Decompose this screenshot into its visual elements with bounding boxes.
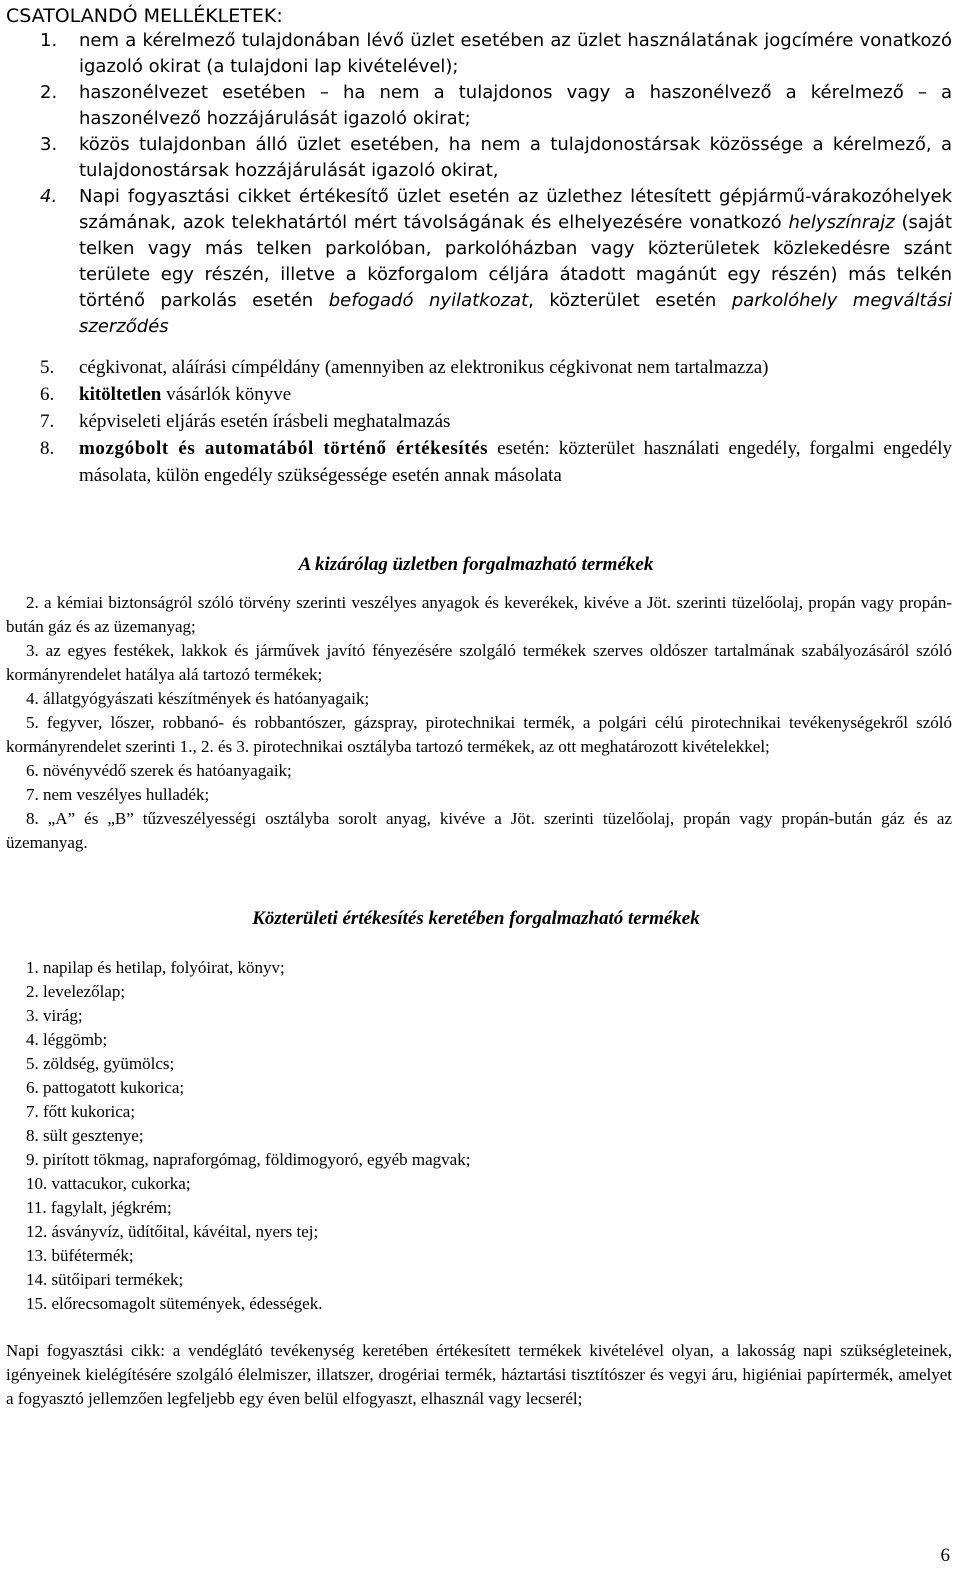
item-number: 4. — [40, 186, 58, 207]
list-item: 4. állatgyógyászati készítmények és hatóanyagaik; — [26, 689, 370, 708]
list-item: 7. főtt kukorica; — [26, 1102, 136, 1121]
page-number: 6 — [940, 1545, 950, 1566]
list-item: 3. virág; — [26, 1006, 83, 1025]
item-text — [79, 184, 952, 340]
list-item — [6, 435, 952, 489]
italic-run: parkolóhely megváltási szerződés — [79, 290, 952, 337]
item-text: nem a kérelmező tulajdonában lévő üzlet esetében az üzlet használatának jogcímére vonatkozó igazoló okirat (a tulajdoni lap kivételével); — [79, 30, 952, 77]
list-item — [6, 184, 952, 340]
list-item: 4. léggömb; — [26, 1030, 108, 1049]
item-text: haszonélvezet esetében – ha nem a tulajdonos vagy a haszonélvező a kérelmező – a haszonélvező hozzájárulását igazoló okirat; — [79, 82, 952, 129]
item-text — [79, 435, 952, 489]
attachments-title: CSATOLANDÓ MELLÉKLETEK: — [6, 5, 283, 27]
item-number: 2. — [40, 82, 58, 103]
bold-run: kitöltetlen — [79, 384, 162, 405]
item-number: 7. — [40, 411, 55, 432]
list-item: 8. „A” és „B” tűzveszélyességi osztályba sorolt anyag, kivéve a Jöt. szerinti tüzelőolaj, propán vagy propán-bután gáz és az üzemanyag. — [6, 809, 952, 852]
item-text: cégkivonat, aláírási címpéldány (amennyiben az elektronikus cégkivonat nem tartalmazza) — [79, 357, 769, 378]
list-item: 7. nem veszélyes hulladék; — [26, 785, 210, 804]
item-number: 1. — [40, 30, 58, 51]
list-item: 10. vattacukor, cukorka; — [26, 1174, 191, 1193]
list-item — [6, 354, 952, 381]
list-item — [6, 28, 952, 80]
item-number: 3. — [40, 134, 58, 155]
list-item — [6, 408, 952, 435]
list-item: 8. sült gesztenye; — [26, 1126, 144, 1145]
item-text: közös tulajdonban álló üzlet esetében, ha nem a tulajdonostársak közössége a kérelmező, a tulajdonostársak hozzájárulását igazoló okirat, — [79, 134, 952, 181]
bold-run: mozgóbolt és automatából történő értékesítés — [79, 438, 489, 459]
text-run: esetén: közterület használati engedély, forgalmi engedély másolata, külön engedély szükségessége esetén annak másolata — [79, 438, 952, 486]
street-sale-list — [26, 956, 470, 1316]
text-run: Napi fogyasztási cikket értékesítő üzlet esetén az üzlethez létesített gépjármű-várakozóhelyek számának, azok telekhatártól mért távolságának és elhelyezésére vonatkozó — [79, 186, 952, 233]
list-item: 6. pattogatott kukorica; — [26, 1078, 185, 1097]
item-number: 5. — [40, 357, 55, 378]
list-item: 6. növényvédő szerek és hatóanyagaik; — [26, 761, 292, 780]
list-item — [6, 132, 952, 184]
list-item: 13. büfétermék; — [26, 1246, 134, 1265]
list-item: 12. ásványvíz, üdítőital, kávéital, nyers tej; — [26, 1222, 319, 1241]
list-item: 2. levelezőlap; — [26, 982, 126, 1001]
definition-paragraph: Napi fogyasztási cikk: a vendéglátó tevékenység keretében értékesített termékek kivételével olyan, a lakosság napi szükségleteinek, igényeinek kielégítésére szolgáló élelmiszer, illatszer, drogériai termék, háztartási tisztítószer és vegyi áru, higiéniai papírtermék, amelyet a fogyasztó jellemzően legfeljebb egy éven belül elfogyaszt, elhasznál vagy lecserél; — [6, 1341, 952, 1408]
text-run: (saját telken vagy más telken parkolóban, parkolóházban vagy közterületek közlekedésre szánt területe egy részén, illetve a közforgalom céljára átadott magánút egy részén) más telkén történő parkolás esetén — [79, 212, 953, 311]
item-text — [79, 381, 952, 408]
italic-run: helyszínrajz — [788, 212, 895, 233]
list-item: 1. napilap és hetilap, folyóirat, könyv; — [26, 958, 285, 977]
list-item — [6, 381, 952, 408]
italic-run: befogadó nyilatkozat — [328, 290, 529, 311]
section-heading-shop-only: A kizárólag üzletben forgalmazható termékek — [298, 554, 654, 575]
section-heading-street-sale: Közterületi értékesítés keretében forgalmazható termékek — [252, 908, 700, 929]
list-item — [6, 80, 952, 132]
attachments-list-continued — [6, 354, 952, 489]
item-text: képviseleti eljárás esetén írásbeli meghatalmazás — [79, 411, 451, 432]
list-item: 5. fegyver, lőszer, robbanó- és robbantószer, gázspray, pirotechnikai termék, a polgári célú pirotechnikai tevékenységekről szóló kormányrendelet szerinti 1., 2. és 3. pirotechnikai osztályba tartozó termékek, az ott meghatározott kivételekkel; — [6, 713, 952, 756]
text-run: vásárlók könyve — [161, 384, 292, 405]
list-item: 2. a kémiai biztonságról szóló törvény szerinti veszélyes anyagok és keverékek, kivéve a Jöt. szerinti tüzelőolaj, propán vagy propán-bután gáz és az üzemanyag; — [6, 593, 952, 636]
list-item: 11. fagylalt, jégkrém; — [26, 1198, 172, 1217]
item-number: 6. — [40, 384, 55, 405]
shop-only-list — [6, 591, 952, 855]
attachments-list — [6, 28, 952, 340]
item-number: 8. — [40, 438, 55, 459]
text-run: , közterület esetén — [528, 290, 732, 311]
list-item: 9. pirított tökmag, napraforgómag, földimogyoró, egyéb magvak; — [26, 1150, 471, 1169]
list-item: 3. az egyes festékek, lakkok és járművek javító fényezésére szolgáló termékek szerves oldószer tartalmának szabályozásáról szóló kormányrendelet hatálya alá tartozó termékek; — [6, 641, 952, 684]
list-item: 14. sütőipari termékek; — [26, 1270, 184, 1289]
list-item: 15. előrecsomagolt sütemények, édességek. — [26, 1294, 323, 1313]
list-item: 5. zöldség, gyümölcs; — [26, 1054, 175, 1073]
